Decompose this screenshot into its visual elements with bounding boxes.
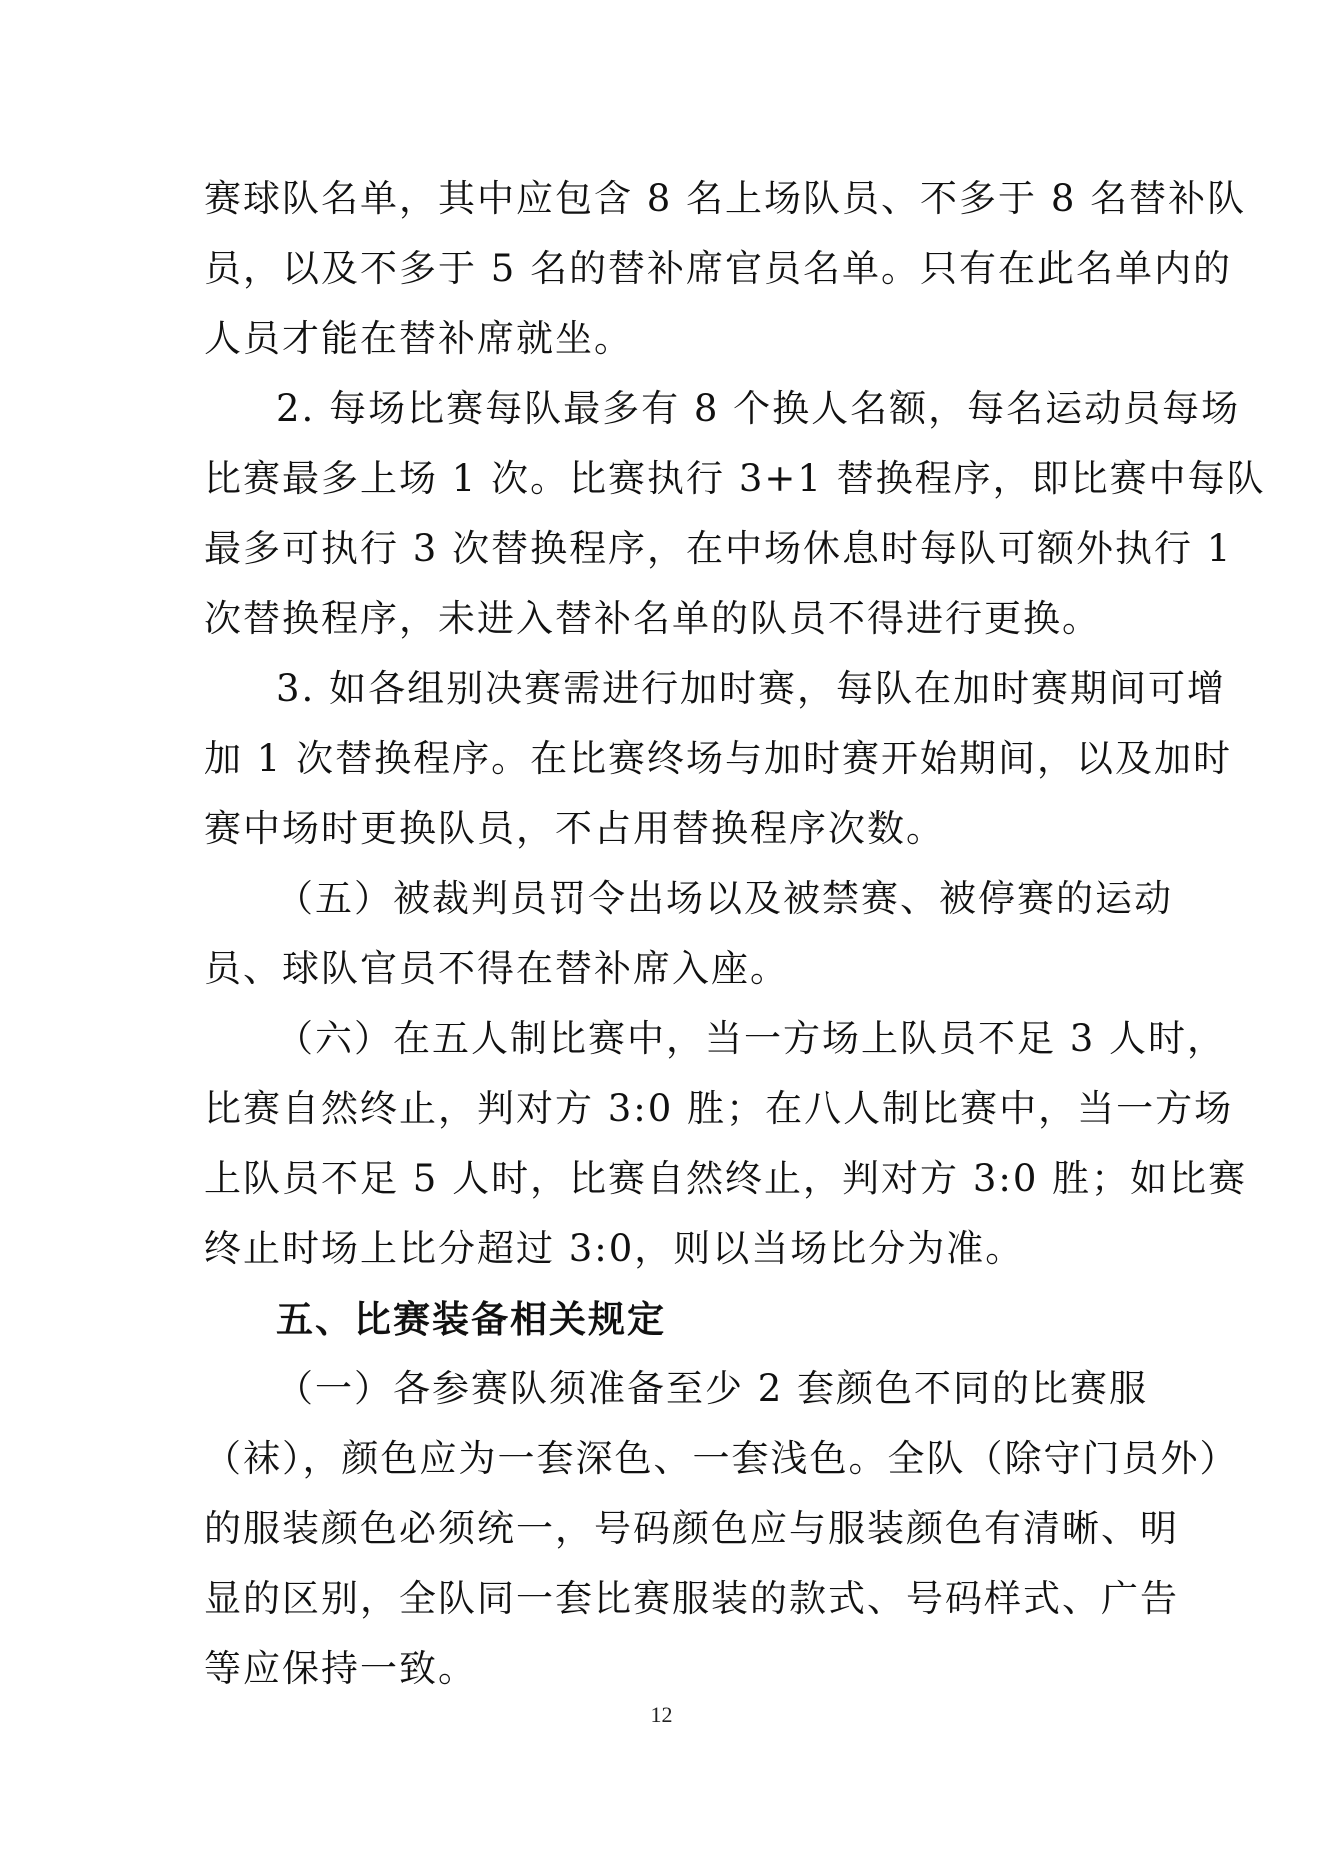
text-line: （六）在五人制比赛中，当一方场上队员不足 3 人时， [276,1017,1227,1060]
text-line: 比赛自然终止，判对方 3:0 胜；在八人制比赛中，当一方场 [204,1087,1234,1130]
text-line: 最多可执行 3 次替换程序，在中场休息时每队可额外执行 1 [204,527,1233,570]
section-heading: 五、比赛装备相关规定 [276,1297,666,1341]
text-line: 员、球队官员不得在替补席入座。 [204,947,789,990]
text-line: 显的区别，全队同一套比赛服装的款式、号码样式、广告 [204,1577,1179,1620]
page-number: 12 [650,1702,673,1727]
text-line: 人员才能在替补席就坐。 [204,317,633,360]
text-line: 赛中场时更换队员，不占用替换程序次数。 [204,807,945,850]
text-line: 2. 每场比赛每队最多有 8 个换人名额，每名运动员每场 [276,387,1241,430]
text-line: 的服装颜色必须统一，号码颜色应与服装颜色有清晰、明 [204,1507,1179,1550]
text-line: 赛球队名单，其中应包含 8 名上场队员、不多于 8 名替补队 [204,177,1247,220]
text-line: 员，以及不多于 5 名的替补席官员名单。只有在此名单内的 [204,247,1233,290]
body-text [204,164,1266,1704]
text-line: 加 1 次替换程序。在比赛终场与加时赛开始期间，以及加时 [204,737,1233,780]
text-line: （五）被裁判员罚令出场以及被禁赛、被停赛的运动 [276,877,1173,920]
text-line: （一）各参赛队须准备至少 2 套颜色不同的比赛服 [276,1367,1149,1410]
text-line: 3. 如各组别决赛需进行加时赛，每队在加时赛期间可增 [276,667,1227,710]
text-line: （袜），颜色应为一套深色、一套浅色。全队（除守门员外） [204,1437,1239,1480]
text-line: 等应保持一致。 [204,1647,477,1690]
text-line: 次替换程序，未进入替补名单的队员不得进行更换。 [204,597,1101,640]
text-line: 终止时场上比分超过 3:0，则以当场比分为准。 [204,1227,1025,1270]
text-line: 比赛最多上场 1 次。比赛执行 3+1 替换程序，即比赛中每队 [204,457,1266,500]
text-line: 上队员不足 5 人时，比赛自然终止，判对方 3:0 胜；如比赛 [204,1157,1248,1200]
